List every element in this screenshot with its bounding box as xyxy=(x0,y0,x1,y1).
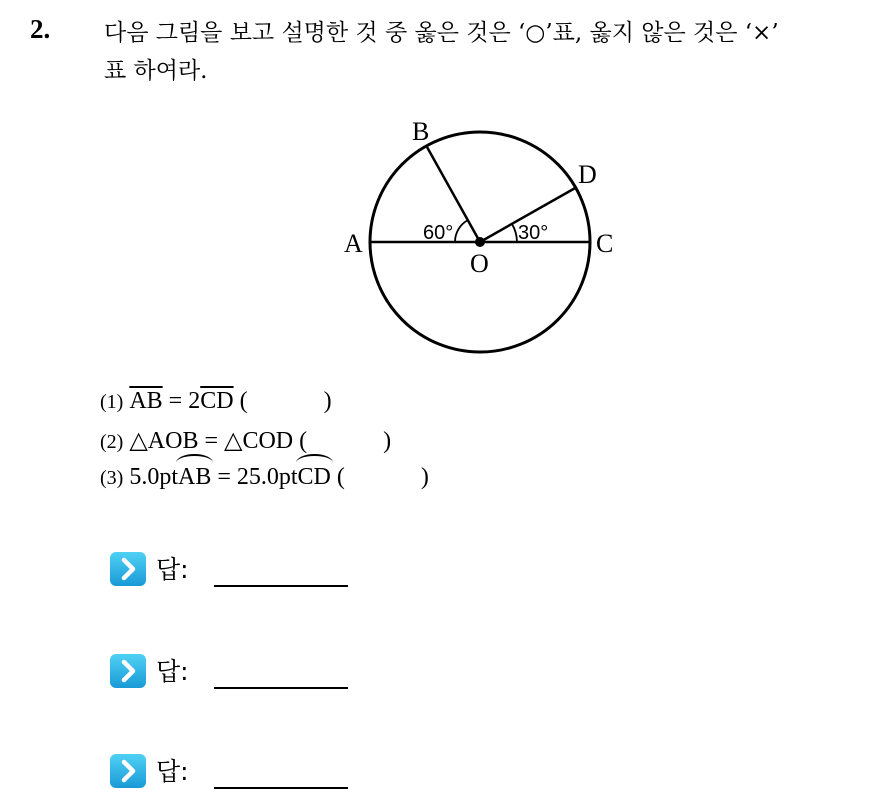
question-text xyxy=(104,14,874,90)
label-D: D xyxy=(578,160,597,189)
paren-open: ( xyxy=(330,464,345,490)
item-3 xyxy=(100,464,429,491)
item-equals: = 25.0pt xyxy=(211,464,298,490)
label-B: B xyxy=(412,117,430,146)
angle-label-30: 30° xyxy=(518,222,549,244)
segment-AB: $\overline{AB}$ xyxy=(129,388,163,414)
arc-CD: CD xyxy=(297,464,331,490)
paren-open: ( xyxy=(293,428,308,454)
item-prefix: 5.0pt xyxy=(129,464,178,490)
answer-input-line[interactable] xyxy=(214,787,348,789)
item-2 xyxy=(100,426,391,455)
arc-AB: AB xyxy=(178,464,212,490)
answer-label: 답: xyxy=(156,757,189,786)
chevron-right-icon xyxy=(110,654,146,688)
label-O: O xyxy=(470,249,489,278)
item-number: (3) xyxy=(100,467,124,489)
paren-close: ) xyxy=(323,388,332,414)
segment-CD: $\overline{CD}$ xyxy=(200,388,234,414)
item-number: (1) xyxy=(100,391,124,413)
circle-figure xyxy=(330,110,630,360)
label-A: A xyxy=(344,229,363,258)
label-C: C xyxy=(596,229,614,258)
paren-open: ( xyxy=(233,388,248,414)
item-number: (2) xyxy=(100,431,124,453)
item-1 xyxy=(100,388,332,415)
answer-label: 답: xyxy=(156,555,189,584)
question-text-line2: 표 하여라. xyxy=(104,58,208,84)
question-number: 2. xyxy=(30,14,51,44)
answer-input-line[interactable] xyxy=(214,687,348,689)
question-text-line1: 다음 그림을 보고 설명한 것 중 옳은 것은 ‘○’표, 옳지 않은 것은 ‘×’ xyxy=(104,20,779,46)
angle-label-60: 60° xyxy=(423,222,454,244)
answer-input-line[interactable] xyxy=(214,585,348,587)
item-equals: = 2 xyxy=(162,388,201,414)
center-dot xyxy=(475,237,485,247)
paren-close: ) xyxy=(420,464,429,490)
angle-arc-60 xyxy=(455,220,468,242)
chevron-right-icon xyxy=(110,552,146,586)
paren-close: ) xyxy=(383,428,392,454)
angle-arc-30 xyxy=(512,224,517,242)
answer-label: 답: xyxy=(156,657,189,686)
chevron-right-icon xyxy=(110,754,146,788)
triangle-statement: △AOB = △COD xyxy=(129,428,294,454)
